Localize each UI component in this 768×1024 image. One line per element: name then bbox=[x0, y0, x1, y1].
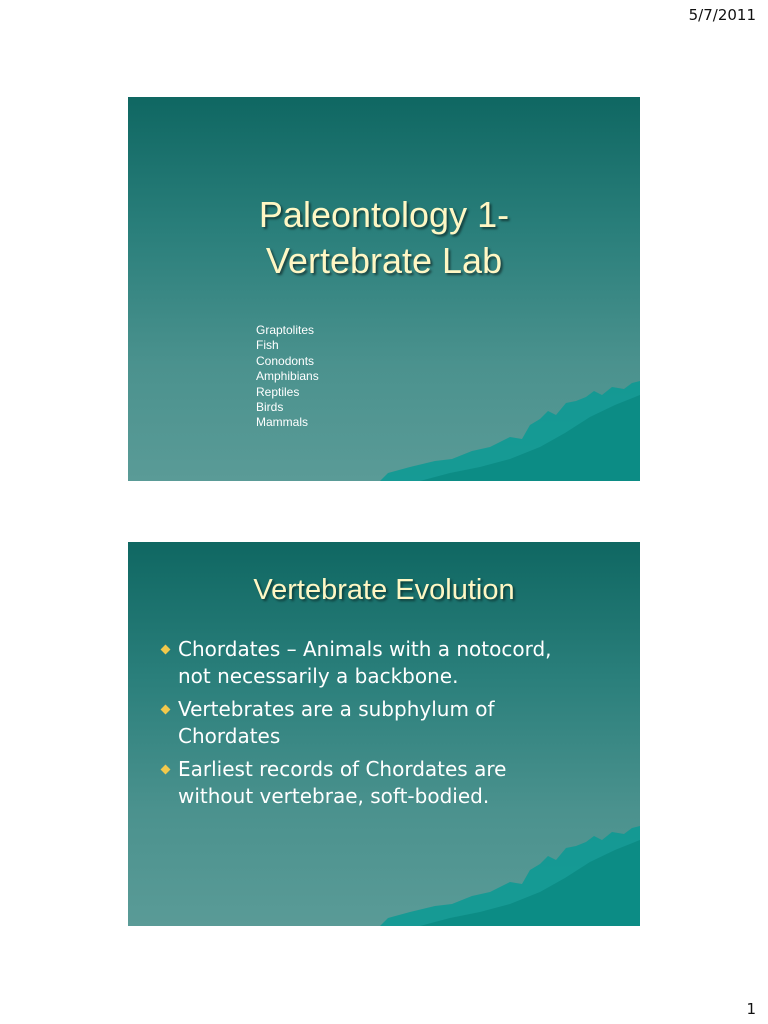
bullet-line-1: Earliest records of Chordates are bbox=[178, 757, 507, 781]
slide-title-vertebrate-lab bbox=[128, 97, 640, 481]
wave-decoration bbox=[380, 826, 640, 926]
topic-list bbox=[256, 323, 319, 431]
topic-item: Amphibians bbox=[256, 369, 319, 384]
diamond-bullet-icon bbox=[161, 765, 171, 775]
bullet-item bbox=[160, 696, 620, 750]
slide-title-line-2: Vertebrate Lab bbox=[265, 240, 503, 281]
wave-decoration bbox=[380, 381, 640, 481]
slide-title: Vertebrate Evolution bbox=[253, 574, 515, 606]
bullet-line-1: Vertebrates are a subphylum of bbox=[178, 697, 495, 721]
bullet-line-2: not necessarily a backbone. bbox=[178, 664, 459, 688]
topic-item: Birds bbox=[256, 400, 284, 415]
topic-item: Conodonts bbox=[256, 353, 315, 368]
slide-title bbox=[128, 192, 640, 284]
topic-item: Fish bbox=[256, 338, 279, 353]
bullet-line-1: Chordates – Animals with a notocord, bbox=[178, 637, 552, 661]
topic-item: Reptiles bbox=[256, 384, 300, 399]
topic-item: Graptolites bbox=[256, 323, 315, 337]
diamond-bullet-icon bbox=[161, 705, 171, 715]
bullet-item bbox=[160, 756, 620, 810]
page-date: 5/7/2011 bbox=[688, 6, 756, 24]
bullet-item bbox=[160, 636, 620, 690]
page-number: 1 bbox=[746, 1000, 756, 1018]
diamond-bullet-icon bbox=[161, 645, 171, 655]
bullet-line-2: Chordates bbox=[178, 724, 281, 748]
topic-item: Mammals bbox=[256, 415, 309, 430]
slide-title-line-1: Paleontology 1- bbox=[258, 194, 510, 235]
bullet-line-2: without vertebrae, soft-bodied. bbox=[178, 784, 490, 808]
bullet-list bbox=[160, 636, 620, 816]
slide-vertebrate-evolution bbox=[128, 542, 640, 926]
